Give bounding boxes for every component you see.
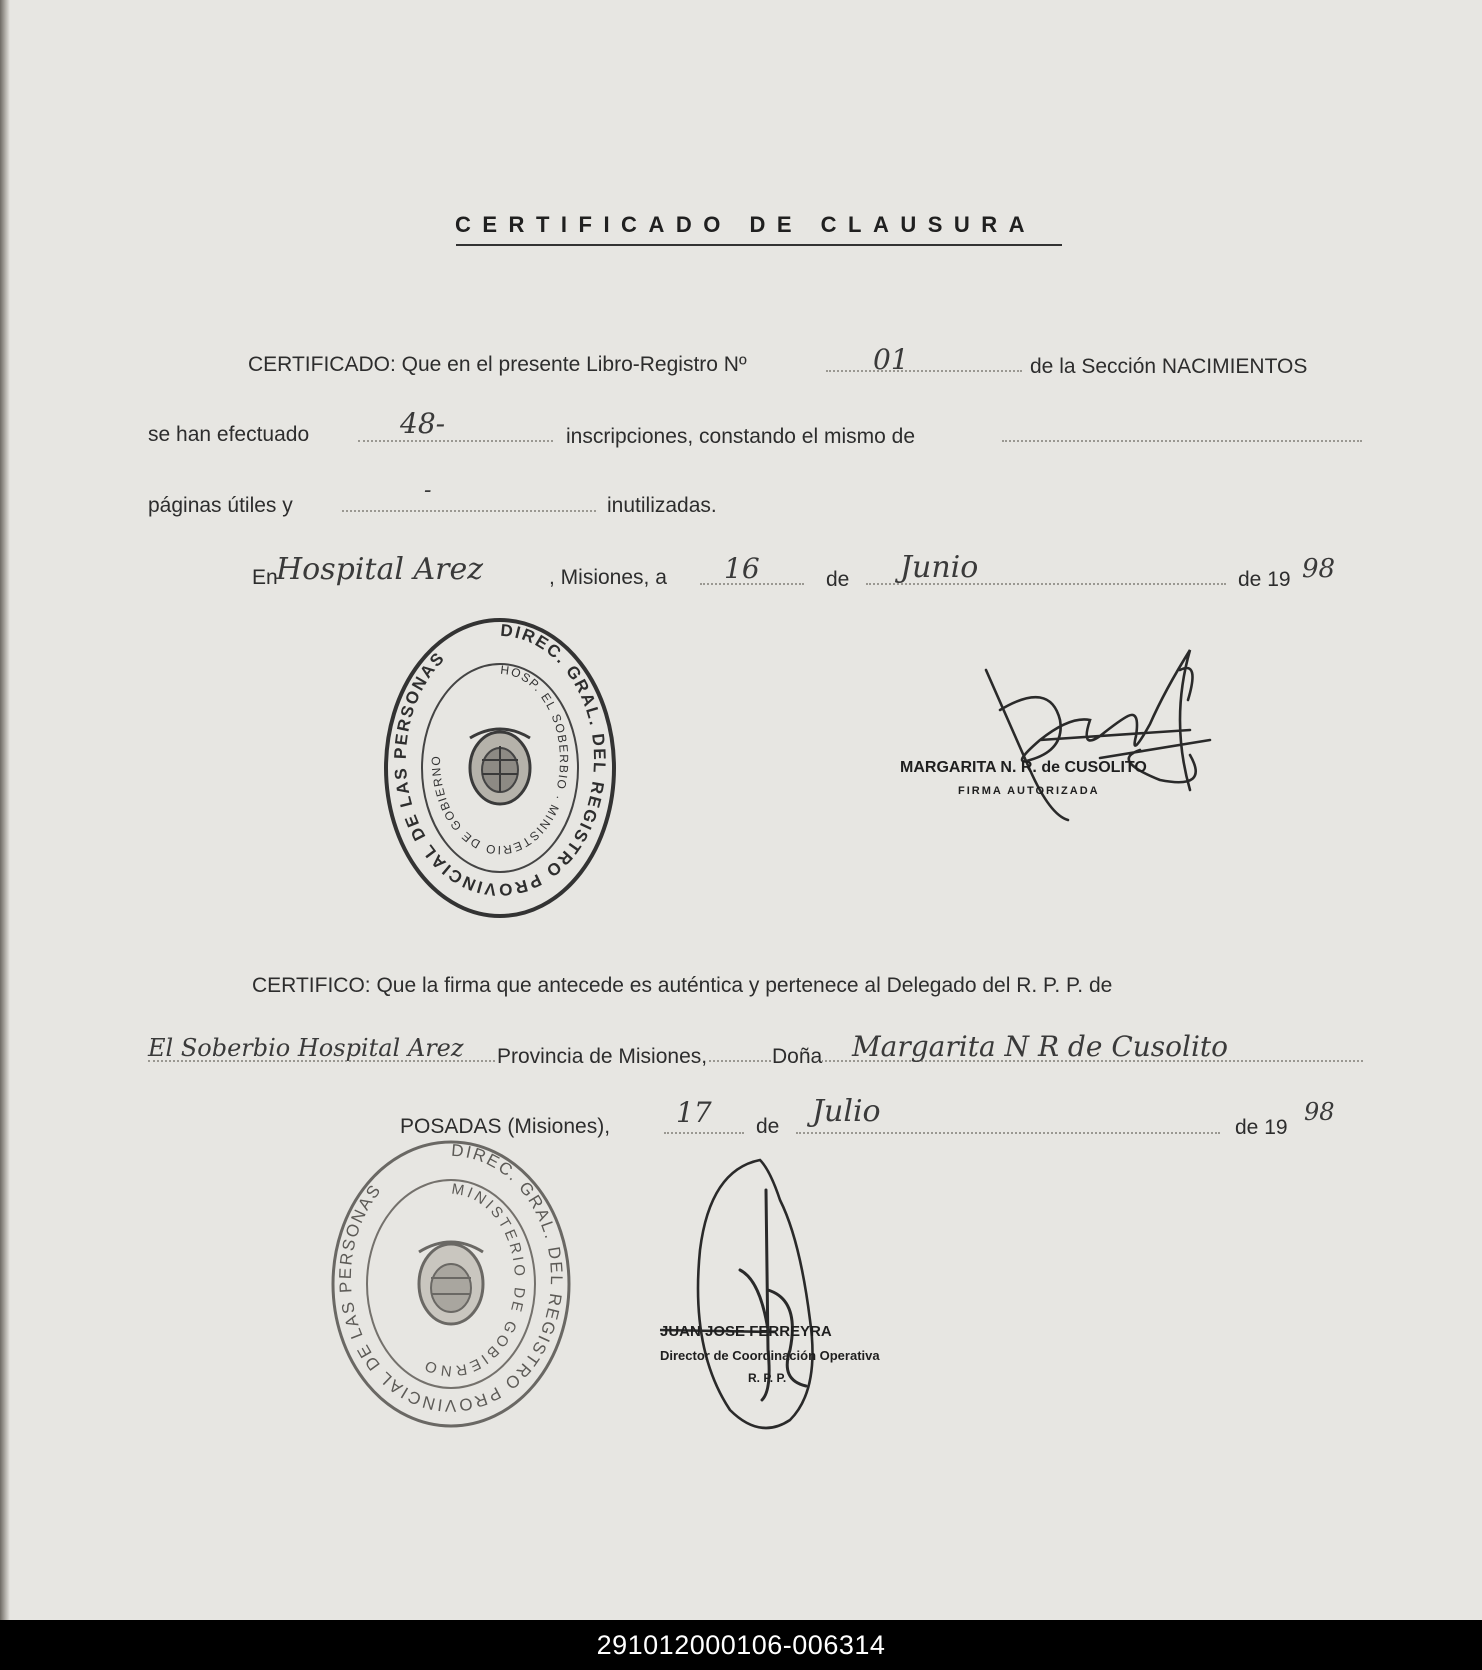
signature2-org: R. P. P. xyxy=(748,1371,787,1385)
signature2-name: JUAN JOSE FERREYRA xyxy=(660,1323,832,1340)
title-underline xyxy=(456,244,1062,246)
signature2-role: Director de Coordinación Operativa xyxy=(660,1348,880,1363)
seal2-outer-text: DIREC. GRAL. DEL REGISTRO PROVINCIAL DE LAS PERSONAS xyxy=(335,1140,567,1416)
inutilizadas-value: - xyxy=(424,478,432,503)
cert2-month-line xyxy=(796,1132,1220,1134)
cert1-line2-a: se han efectuado xyxy=(148,423,310,446)
seal1-inner-text: HOSP. EL SOBERBIO · MINISTERIO DE GOBIERNO xyxy=(428,662,571,858)
libro-number: 01 xyxy=(873,343,909,376)
paginas-line xyxy=(1002,440,1362,442)
cert2-place: El Soberbio Hospital Arez xyxy=(148,1034,464,1062)
cert2-provincia: Provincia de Misiones, xyxy=(497,1045,708,1068)
document-title: CERTIFICADO DE CLAUSURA xyxy=(455,212,1037,237)
cert1-year-prefix: de 19 xyxy=(1238,568,1291,591)
signature1-role: FIRMA AUTORIZADA xyxy=(958,785,1100,797)
cert2-day-line xyxy=(664,1132,744,1134)
cert1-line2-b: inscripciones, constando el mismo de xyxy=(566,425,916,448)
coat-of-arms-icon xyxy=(419,1242,483,1324)
official-seal-2 xyxy=(328,1136,574,1432)
official-seal-1 xyxy=(380,612,620,924)
cert2-day: 17 xyxy=(676,1096,712,1129)
seal1-outer-text: DIREC. GRAL. DEL REGISTRO PROVINCIAL DE LAS PERSONAS xyxy=(390,620,610,900)
cert1-place-prefix: En xyxy=(252,566,278,589)
cert2-month: Julio xyxy=(812,1094,881,1129)
signature-2 xyxy=(650,1150,950,1440)
cert2-lead: CERTIFICO: Que la firma que antecede es auténtica y pertenece al Delegado del R. P. P. de xyxy=(252,974,1113,997)
cert1-year: 98 xyxy=(1302,554,1336,584)
cert1-place: Hospital Arez xyxy=(276,552,484,587)
inutilizadas-line xyxy=(342,510,596,512)
signature-1 xyxy=(890,640,1230,840)
inscripciones-line xyxy=(358,440,553,442)
cert1-misiones: , Misiones, a xyxy=(549,566,667,589)
cert2-de: de xyxy=(756,1115,780,1138)
cert1-seccion: de la Sección NACIMIENTOS xyxy=(1030,355,1308,378)
signature1-name: MARGARITA N. R. de CUSOLITO xyxy=(900,759,1147,776)
libro-number-line xyxy=(826,370,1022,372)
cert1-line3-b: inutilizadas. xyxy=(607,494,717,517)
cert1-de: de xyxy=(826,568,850,591)
cert1-line3-a: páginas útiles y xyxy=(148,494,293,517)
cert1-lead: CERTIFICADO: Que en el presente Libro-Registro Nº xyxy=(248,353,747,376)
cert2-year-prefix: de 19 xyxy=(1235,1116,1288,1139)
cert2-dona: Doña xyxy=(772,1045,823,1068)
document-code-footer: 291012000106-006314 xyxy=(0,1620,1482,1670)
cert2-year: 98 xyxy=(1304,1098,1335,1126)
coat-of-arms-icon xyxy=(470,729,530,804)
cert2-person: Margarita N R de Cusolito xyxy=(852,1030,1229,1063)
seal2-inner-text: MINISTERIO DE GOBIERNO xyxy=(419,1180,529,1380)
inscripciones-count: 48- xyxy=(400,407,446,440)
cert1-day: 16 xyxy=(724,552,760,585)
cert1-month: Junio xyxy=(900,550,979,585)
cert2-city: POSADAS (Misiones), xyxy=(400,1115,611,1138)
